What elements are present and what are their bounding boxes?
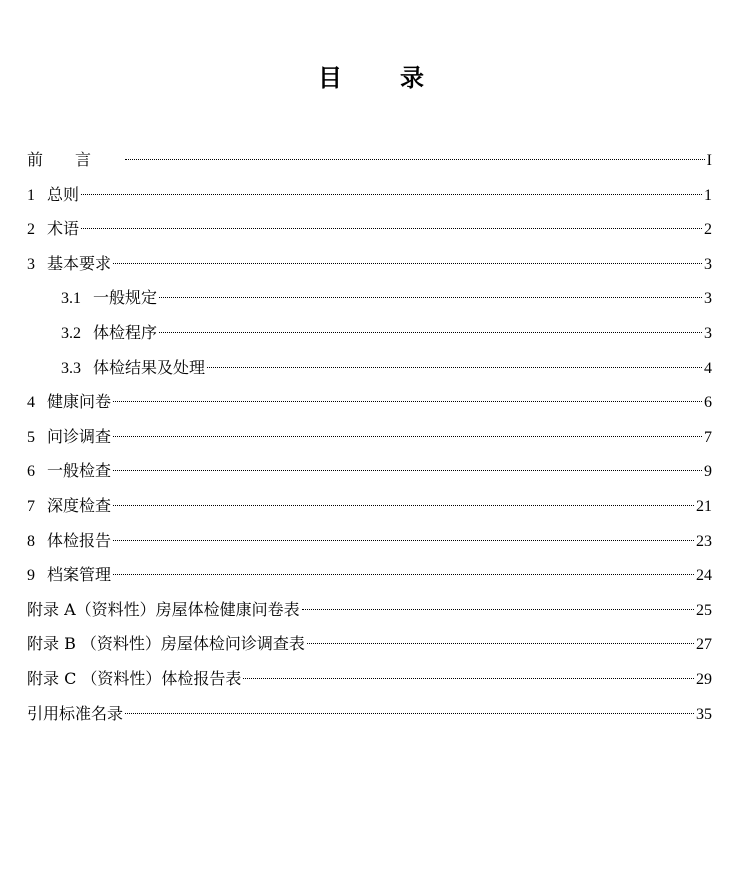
- toc-dot-leader: [307, 643, 694, 644]
- toc-entry-label: 健康问卷: [47, 392, 112, 412]
- toc-entry-page-number: 3: [704, 290, 712, 308]
- toc-entry-page-number: 25: [696, 601, 712, 619]
- toc-entry-label: 基本要求: [47, 253, 112, 273]
- toc-entry[interactable]: [27, 420, 712, 455]
- toc-entry-label: 深度检查: [47, 495, 112, 515]
- toc-entry-page-number: 4: [704, 359, 712, 377]
- toc-entry-number: 2: [27, 221, 35, 239]
- toc-entry-page-number: 24: [696, 567, 712, 585]
- toc-entry[interactable]: [27, 558, 712, 593]
- toc-entry-page-number: 3: [704, 324, 712, 342]
- title-char-2: 录: [400, 63, 424, 92]
- toc-entry-number: 3.2: [61, 324, 81, 342]
- toc-entry[interactable]: [27, 247, 712, 282]
- toc-entry-page-number: 1: [704, 186, 712, 204]
- toc-entry-page-number: 29: [696, 670, 712, 688]
- toc-entry-label: 前言: [27, 150, 124, 169]
- toc-dot-leader: [125, 713, 694, 714]
- toc-dot-leader: [125, 159, 705, 160]
- toc-entry[interactable]: [27, 143, 712, 178]
- toc-entry-number: 7: [27, 497, 35, 515]
- toc-entry-label: 档案管理: [47, 565, 112, 585]
- toc-entry-page-number: 9: [704, 463, 712, 481]
- toc-entry-page-number: 27: [696, 636, 712, 654]
- table-of-contents: [27, 143, 712, 731]
- toc-entry[interactable]: [27, 316, 712, 351]
- toc-entry[interactable]: [27, 662, 712, 697]
- toc-entry-page-number: 23: [696, 532, 712, 550]
- toc-entry-label: 术语: [47, 219, 80, 239]
- toc-dot-leader: [113, 436, 702, 437]
- toc-dot-leader: [113, 574, 694, 575]
- toc-dot-leader: [302, 609, 694, 610]
- toc-entry-page-number: 6: [704, 394, 712, 412]
- toc-entry-number: 4: [27, 394, 35, 412]
- toc-entry[interactable]: [27, 697, 712, 732]
- toc-entry[interactable]: [27, 627, 712, 662]
- toc-entry-page-number: 7: [704, 428, 712, 446]
- toc-entry[interactable]: [27, 454, 712, 489]
- toc-entry-page-number: 21: [696, 497, 712, 515]
- toc-entry-label: 体检结果及处理: [93, 357, 206, 377]
- toc-dot-leader: [207, 367, 702, 368]
- toc-dot-leader: [81, 194, 702, 195]
- toc-entry-number: 3.3: [61, 359, 81, 377]
- toc-entry-label: 引用标准名录: [27, 703, 124, 723]
- toc-entry[interactable]: [27, 212, 712, 247]
- toc-entry-page-number: I: [706, 152, 712, 169]
- toc-entry-number: 1: [27, 186, 35, 204]
- toc-entry[interactable]: [27, 524, 712, 559]
- toc-entry[interactable]: [27, 593, 712, 628]
- toc-dot-leader: [159, 332, 702, 333]
- toc-entry-page-number: 35: [696, 705, 712, 723]
- toc-entry-label: 问诊调查: [47, 426, 112, 446]
- toc-entry-number: 9: [27, 567, 35, 585]
- toc-entry-number: 5: [27, 428, 35, 446]
- toc-entry-label: 附录 A（资料性）房屋体检健康问卷表: [27, 599, 300, 619]
- toc-entry-number: 6: [27, 463, 35, 481]
- toc-dot-leader: [159, 297, 702, 298]
- toc-entry-label: 体检程序: [93, 322, 158, 342]
- toc-entry[interactable]: [27, 489, 712, 524]
- toc-dot-leader: [113, 470, 702, 471]
- toc-entry-number: 3: [27, 255, 35, 273]
- toc-entry-label: 一般规定: [93, 288, 158, 308]
- toc-entry-label: 总则: [47, 184, 80, 204]
- toc-entry-label: 附录 C （资料性）体检报告表: [27, 668, 242, 688]
- toc-entry-page-number: 3: [704, 255, 712, 273]
- title-char-1: 目: [318, 63, 342, 92]
- toc-entry-label: 附录 B （资料性）房屋体检问诊调查表: [27, 634, 305, 654]
- toc-entry-label: 一般检查: [47, 461, 112, 481]
- toc-entry[interactable]: [27, 385, 712, 420]
- page-title: [0, 58, 742, 93]
- toc-entry[interactable]: [27, 351, 712, 386]
- toc-dot-leader: [113, 263, 702, 264]
- toc-entry[interactable]: [27, 178, 712, 213]
- toc-entry-number: 8: [27, 532, 35, 550]
- toc-entry[interactable]: [27, 281, 712, 316]
- toc-dot-leader: [113, 505, 694, 506]
- toc-entry-label: 体检报告: [47, 530, 112, 550]
- toc-dot-leader: [243, 678, 694, 679]
- toc-entry-page-number: 2: [704, 221, 712, 239]
- toc-entry-number: 3.1: [61, 290, 81, 308]
- toc-dot-leader: [113, 401, 702, 402]
- toc-dot-leader: [81, 228, 702, 229]
- toc-dot-leader: [113, 540, 694, 541]
